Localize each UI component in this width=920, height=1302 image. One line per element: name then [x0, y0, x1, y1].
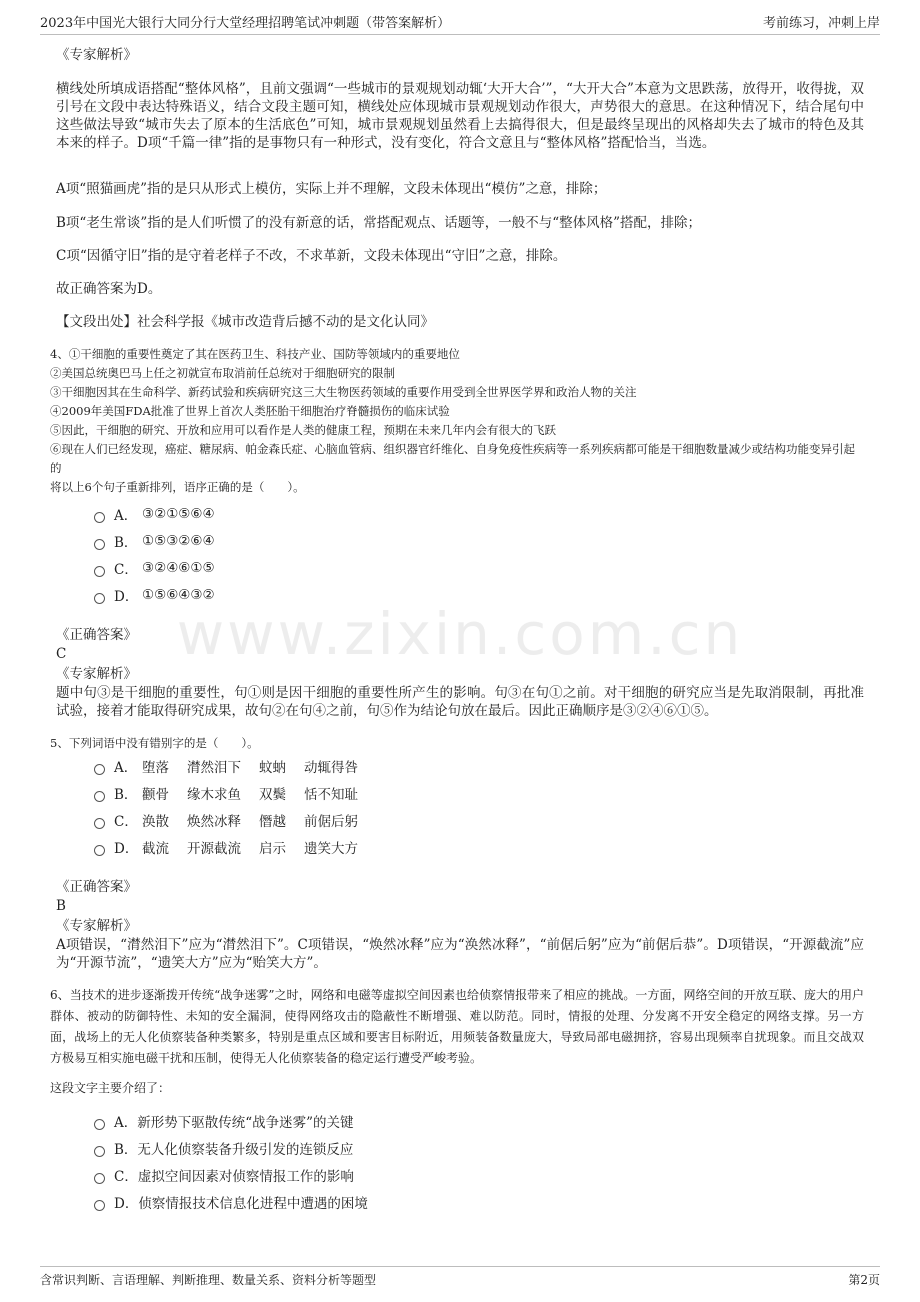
q4-analysis: 题中句③是干细胞的重要性，句①则是因干细胞的重要性所产生的影响。句③在句①之前。对干细胞的研究应当是先取消限制，再批准试验，接着才能取得研究成果，故句②在句④之前，句⑤作为结论句放在最后。因此正确顺序是③②④⑥①⑤。 [56, 685, 864, 719]
q5-option-c[interactable] [94, 810, 376, 830]
q4-sentence: ⑥现在人们已经发现，癌症、糖尿病、帕金森氏症、心脑血管病、组织器官纤维化、自身免疫性疾病等一系列疾病都可能是干细胞数量减少或结构功能变异引起的 [50, 442, 855, 475]
radio-icon[interactable] [94, 1119, 105, 1130]
word: 截流 [142, 841, 169, 857]
q4-answer: C [56, 646, 67, 662]
word: 前倨后躬 [304, 814, 358, 830]
q4-analysis-label: 《专家解析》 [56, 666, 137, 682]
option-label: A． [114, 508, 138, 524]
option-words [142, 756, 376, 776]
word: 恬不知耻 [304, 787, 358, 803]
q4-sentence: ③干细胞因其在生命科学、新药试验和疾病研究这三大生物医药领域的重要作用受到全世界医学界和政治人物的关注 [50, 385, 637, 399]
q5-option-d[interactable] [94, 837, 376, 857]
word: 潸然泪下 [187, 760, 241, 776]
q5-analysis: A项错误，“潸然泪下”应为“潸然泪下”。C项错误，“焕然冰释”应为“涣然冰释”，“前倨后躬”应为“前倨后恭”。D项错误，“开源截流”应为“开源节流”，“遗笑大方”应为“贻笑大方”。 [56, 937, 864, 971]
q6-option-c[interactable] [94, 1165, 354, 1185]
option-label: C． [114, 562, 138, 578]
q4-option-c[interactable] [94, 558, 215, 578]
option-label: B． [114, 1142, 138, 1158]
radio-icon[interactable] [94, 1173, 105, 1184]
q4-option-d[interactable] [94, 585, 215, 605]
option-text: ①⑤③②⑥④ [142, 533, 215, 549]
q6-option-d[interactable] [94, 1192, 368, 1212]
q4-sentence: ④2009年美国FDA批准了世界上首次人类胚胎干细胞治疗脊髓损伤的临床试验 [50, 404, 450, 418]
radio-icon[interactable] [94, 845, 105, 856]
option-label: A． [114, 760, 138, 776]
word: 焕然冰释 [187, 814, 241, 830]
radio-icon[interactable] [94, 1146, 105, 1157]
q5-option-b[interactable] [94, 783, 376, 803]
document-title: 2023年中国光大银行大同分行大堂经理招聘笔试冲刺题（带答案解析） [40, 16, 451, 31]
page-footer [40, 1266, 880, 1288]
q3-analysis-paragraph: 横线处所填成语搭配“整体风格”，且前文强调“一些城市的景观规划动辄‘大开大合’”，“大开大合”本意为文思跌荡，放得开，收得拢，双引号在文段中表达特殊语义，结合文段主题可知，横线处应体现城市景观规划动作很大，声势很大的意思。在这种情况下，结合尾句中这些做法导致“城市失去了原本的生活底色”可知，城市景观规划虽然看上去搞得很大，但是最终呈现出的风格却失去了城市的特色及其本来的样子。D项“千篇一律”指的是事物只有一种形式，没有变化，符合文意且与“整体风格”搭配恰当，当选。 [56, 81, 864, 151]
q5-answer: B [56, 898, 66, 914]
q3-conclusion: 故正确答案为D。 [56, 281, 162, 297]
option-words [142, 810, 376, 830]
word: 动辄得咎 [304, 760, 358, 776]
radio-icon[interactable] [94, 593, 105, 604]
option-text: 侦察情报技术信息化进程中遭遇的困境 [138, 1196, 368, 1212]
q5-answer-label: 《正确答案》 [56, 879, 137, 895]
q6-question: 这段文字主要介绍了： [50, 1081, 171, 1095]
q4-option-a[interactable] [94, 504, 215, 524]
word: 涣散 [142, 814, 169, 830]
q3-analysis-label: 《专家解析》 [56, 47, 137, 63]
q3-analysis-option-b: B项“老生常谈”指的是人们听惯了的没有新意的话，常搭配观点、话题等，一般不与“整体风格”搭配，排除； [56, 215, 702, 231]
option-text: 无人化侦察装备升级引发的连锁反应 [137, 1142, 354, 1158]
q5-stem: 5、下列词语中没有错别字的是（ ）。 [50, 736, 259, 750]
word: 双鬓 [259, 787, 286, 803]
radio-icon[interactable] [94, 1200, 105, 1211]
q4-sentence: ②美国总统奥巴马上任之初就宣布取消前任总统对于细胞研究的限制 [50, 366, 395, 380]
option-label: D． [114, 841, 139, 857]
word: 启示 [259, 841, 286, 857]
option-words [142, 837, 376, 857]
header-slogan: 考前练习，冲刺上岸 [762, 16, 880, 31]
radio-icon[interactable] [94, 512, 105, 523]
page-header [40, 12, 880, 35]
word: 颧骨 [142, 787, 169, 803]
option-text: 新形势下驱散传统“战争迷雾”的关键 [137, 1115, 354, 1131]
q6-stem: 6、当技术的进步逐渐拨开传统“战争迷雾”之时，网络和电磁等虚拟空间因素也给侦察情报带来了相应的挑战。一方面，网络空间的开放互联、庞大的用户群体、被动的防御特性、未知的安全漏洞，使得网络攻击的隐蔽性不断增强、难以防范。同时，情报的处理、分发离不开安全稳定的网络支撑。另一方面，战场上的无人化侦察装备种类繁多，特别是重点区域和要害目标附近，用频装备数量庞大，导致局部电磁拥挤，容易出现频率自扰现象。而且交战双方极易互相实施电磁干扰和压制，使得无人化侦察装备的稳定运行遭受严峻考验。 [50, 988, 864, 1065]
option-label: C． [114, 1169, 138, 1185]
word: 堕落 [142, 760, 169, 776]
q5-analysis-label: 《专家解析》 [56, 918, 137, 934]
q4-sentence: ⑤因此，干细胞的研究、开放和应用可以看作是人类的健康工程，预期在未来几年内会有很大的飞跃 [50, 423, 556, 437]
option-label: A． [114, 1115, 138, 1131]
q4-stem [50, 345, 858, 497]
option-label: D． [114, 1196, 139, 1212]
q3-analysis-option-a: A项“照猫画虎”指的是只从形式上模仿，实际上并不理解，文段未体现出“模仿”之意，排除； [56, 181, 607, 197]
radio-icon[interactable] [94, 818, 105, 829]
radio-icon[interactable] [94, 791, 105, 802]
word: 缘木求鱼 [187, 787, 241, 803]
q4-option-b[interactable] [94, 531, 215, 551]
q6-option-b[interactable] [94, 1138, 353, 1158]
option-text: ③②④⑥①⑤ [142, 560, 215, 576]
option-text: ③②①⑤⑥④ [142, 506, 215, 522]
q4-answer-label: 《正确答案》 [56, 627, 137, 643]
q4-sentence: 4、①干细胞的重要性奠定了其在医药卫生、科技产业、国防等领域内的重要地位 [50, 347, 460, 361]
word: 僭越 [259, 814, 286, 830]
radio-icon[interactable] [94, 539, 105, 550]
footer-description: 含常识判断、言语理解、判断推理、数量关系、资料分析等题型 [40, 1273, 377, 1287]
radio-icon[interactable] [94, 764, 105, 775]
q3-analysis-option-c: C项“因循守旧”指的是守着老样子不改，不求革新，文段未体现出“守旧”之意，排除。 [56, 248, 567, 264]
word: 开源截流 [187, 841, 241, 857]
radio-icon[interactable] [94, 566, 105, 577]
q6-option-a[interactable] [94, 1111, 354, 1131]
word: 蚊蚋 [259, 760, 286, 776]
option-text: 虚拟空间因素对侦察情报工作的影响 [137, 1169, 354, 1185]
option-label: D． [114, 589, 139, 605]
option-text: ①⑤⑥④③② [142, 587, 215, 603]
q5-option-a[interactable] [94, 756, 376, 776]
page-number: 第2页 [848, 1273, 880, 1287]
q4-prompt: 将以上6个句子重新排列，语序正确的是（ ）。 [50, 480, 305, 494]
option-label: C． [114, 814, 138, 830]
option-words [142, 783, 376, 803]
word: 遗笑大方 [304, 841, 358, 857]
option-label: B． [114, 535, 138, 551]
option-label: B． [114, 787, 138, 803]
q3-source: 【文段出处】社会科学报《城市改造背后撼不动的是文化认同》 [56, 314, 434, 330]
watermark: www.zixin.com.cn [176, 600, 744, 668]
